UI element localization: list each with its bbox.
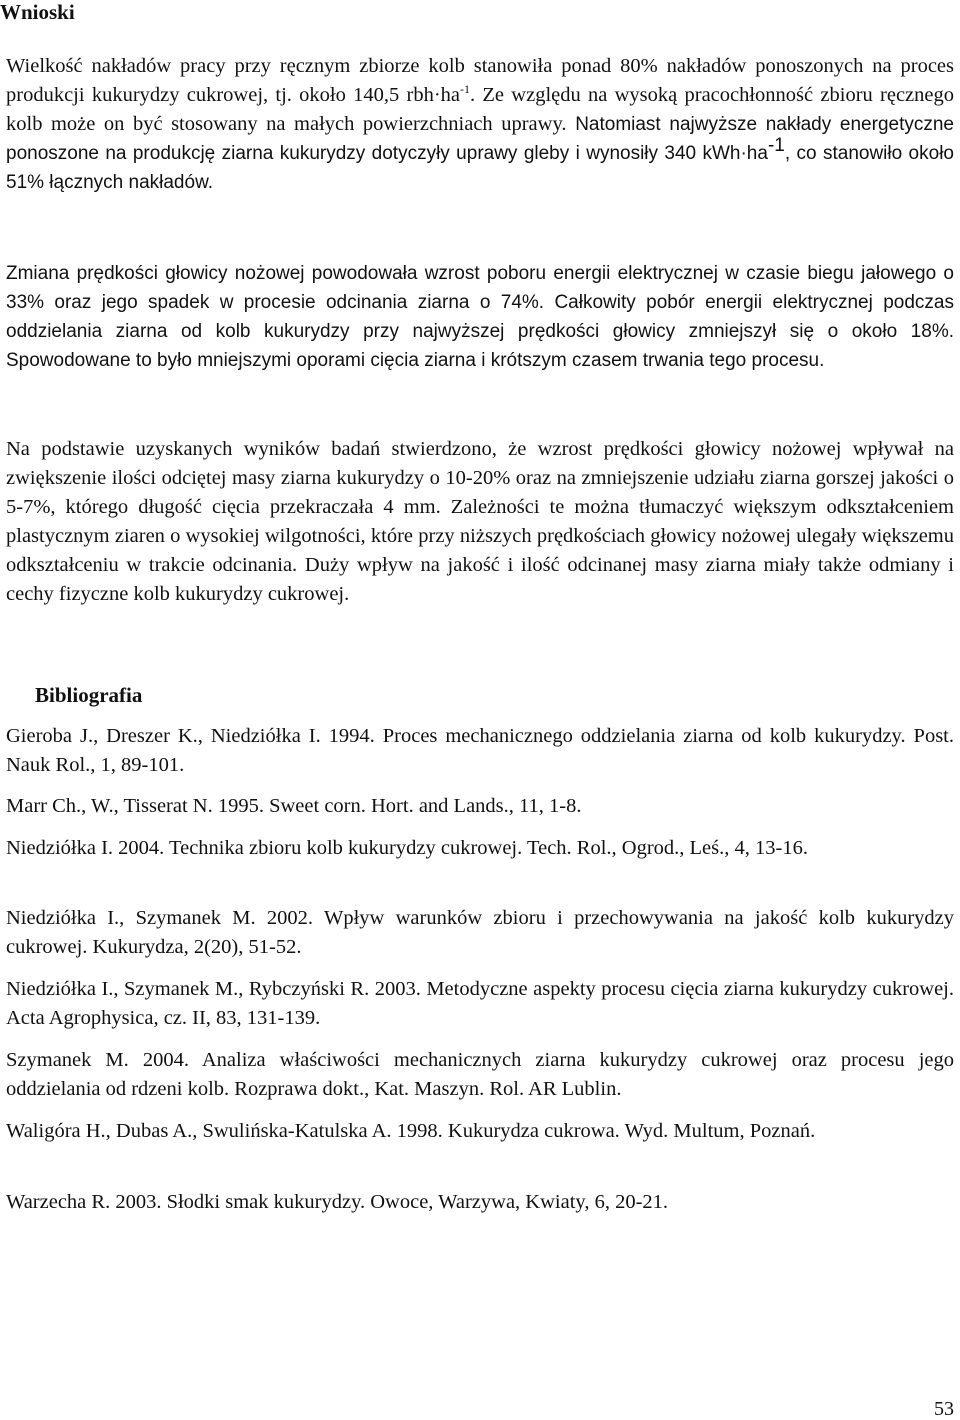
- bibliography-entry: Niedziółka I., Szymanek M., Rybczyński R. 2003. Metodyczne aspekty procesu cięcia ziarna kukurydzy cukrowej. Acta Agrophysica, cz. II, 83, 131-139.: [6, 978, 954, 1029]
- section-title: Wnioski: [0, 0, 75, 24]
- paragraph-text-sans: , co stanowiło około 51% łącznych nakładów.: [6, 143, 954, 193]
- paragraph-text: . Ze względu na wysoką pracochłonność zbioru ręcznego kolb może on być stosowany na małych powierzchniach uprawy.: [6, 84, 954, 135]
- bibliography-entry: Niedziółka I. 2004. Technika zbioru kolb kukurydzy cukrowej. Tech. Rol., Ogrod., Leś., 4, 13-16.: [6, 837, 808, 859]
- bibliography-entry: Warzecha R. 2003. Słodki smak kukurydzy. Owoce, Warzywa, Kwiaty, 6, 20-21.: [6, 1191, 669, 1213]
- conclusion-paragraph-1: [6, 52, 954, 197]
- bibliography-entry: Niedziółka I., Szymanek M. 2002. Wpływ warunków zbioru i przechowywania na jakość kolb kukurydzy cukrowej. Kukurydza, 2(20), 51-52.: [6, 907, 954, 958]
- bibliography-title: Bibliografia: [35, 683, 143, 707]
- bibliography-entry: Marr Ch., W., Tisserat N. 1995. Sweet corn. Hort. and Lands., 11, 1-8.: [6, 795, 582, 817]
- conclusion-paragraph-3: Na podstawie uzyskanych wyników badań stwierdzono, że wzrost prędkości głowicy nożowej wpływał na zwiększenie ilości odciętej masy ziarna kukurydzy o 10-20% oraz na zmniejszenie udziału ziarna gorszej jakości o 5-7%, którego długość cięcia przekraczała 4 mm. Zależności te można tłumaczyć większym odkształceniem plastycznym ziaren o wysokiej wilgotności, które przy niższych prędkościach głowicy nożowej ulegały większemu odkształceniu w trakcie odcinania. Duży wpływ na jakość i ilość odcinanej masy ziarna miały także odmiany i cechy fizyczne kolb kukurydzy cukrowej.: [6, 438, 954, 605]
- superscript: -1: [767, 135, 785, 157]
- superscript: -1: [460, 82, 471, 97]
- page-number: 53: [934, 1398, 954, 1420]
- conclusion-paragraph-2: Zmiana prędkości głowicy nożowej powodowała wzrost poboru energii elektrycznej w czasie biegu jałowego o 33% oraz jego spadek w procesie odcinania ziarna o 74%. Całkowity pobór energii elektrycznej podczas oddzielania ziarna od kolb kukurydzy przy najwyższej prędkości głowicy zmniejszył się o około 18%. Spowodowane to było mniejszymi oporami cięcia ziarna i krótszym czasem trwania tego procesu.: [6, 263, 954, 371]
- bibliography-entry: Gieroba J., Dreszer K., Niedziółka I. 1994. Proces mechanicznego oddzielania ziarna od kolb kukurydzy. Post. Nauk Rol., 1, 89-101.: [6, 725, 954, 776]
- bibliography-entry: Szymanek M. 2004. Analiza właściwości mechanicznych ziarna kukurydzy cukrowej oraz procesu jego oddzielania od rdzeni kolb. Rozprawa dokt., Kat. Maszyn. Rol. AR Lublin.: [6, 1049, 954, 1100]
- paragraph-text: Wielkość nakładów pracy przy ręcznym zbiorze kolb stanowiła ponad 80% nakładów ponoszonych na proces produkcji kukurydzy cukrowej, tj. około 140,5 rbh·ha: [6, 55, 954, 106]
- bibliography-entry: Waligóra H., Dubas A., Swulińska-Katulska A. 1998. Kukurydza cukrowa. Wyd. Multum, Poznań.: [6, 1120, 816, 1142]
- paragraph-text-sans: Natomiast najwyższe nakłady energetyczne ponoszone na produkcję ziarna kukurydzy dotyczyły uprawy gleby i wynosiły 340 kWh·ha: [6, 114, 954, 164]
